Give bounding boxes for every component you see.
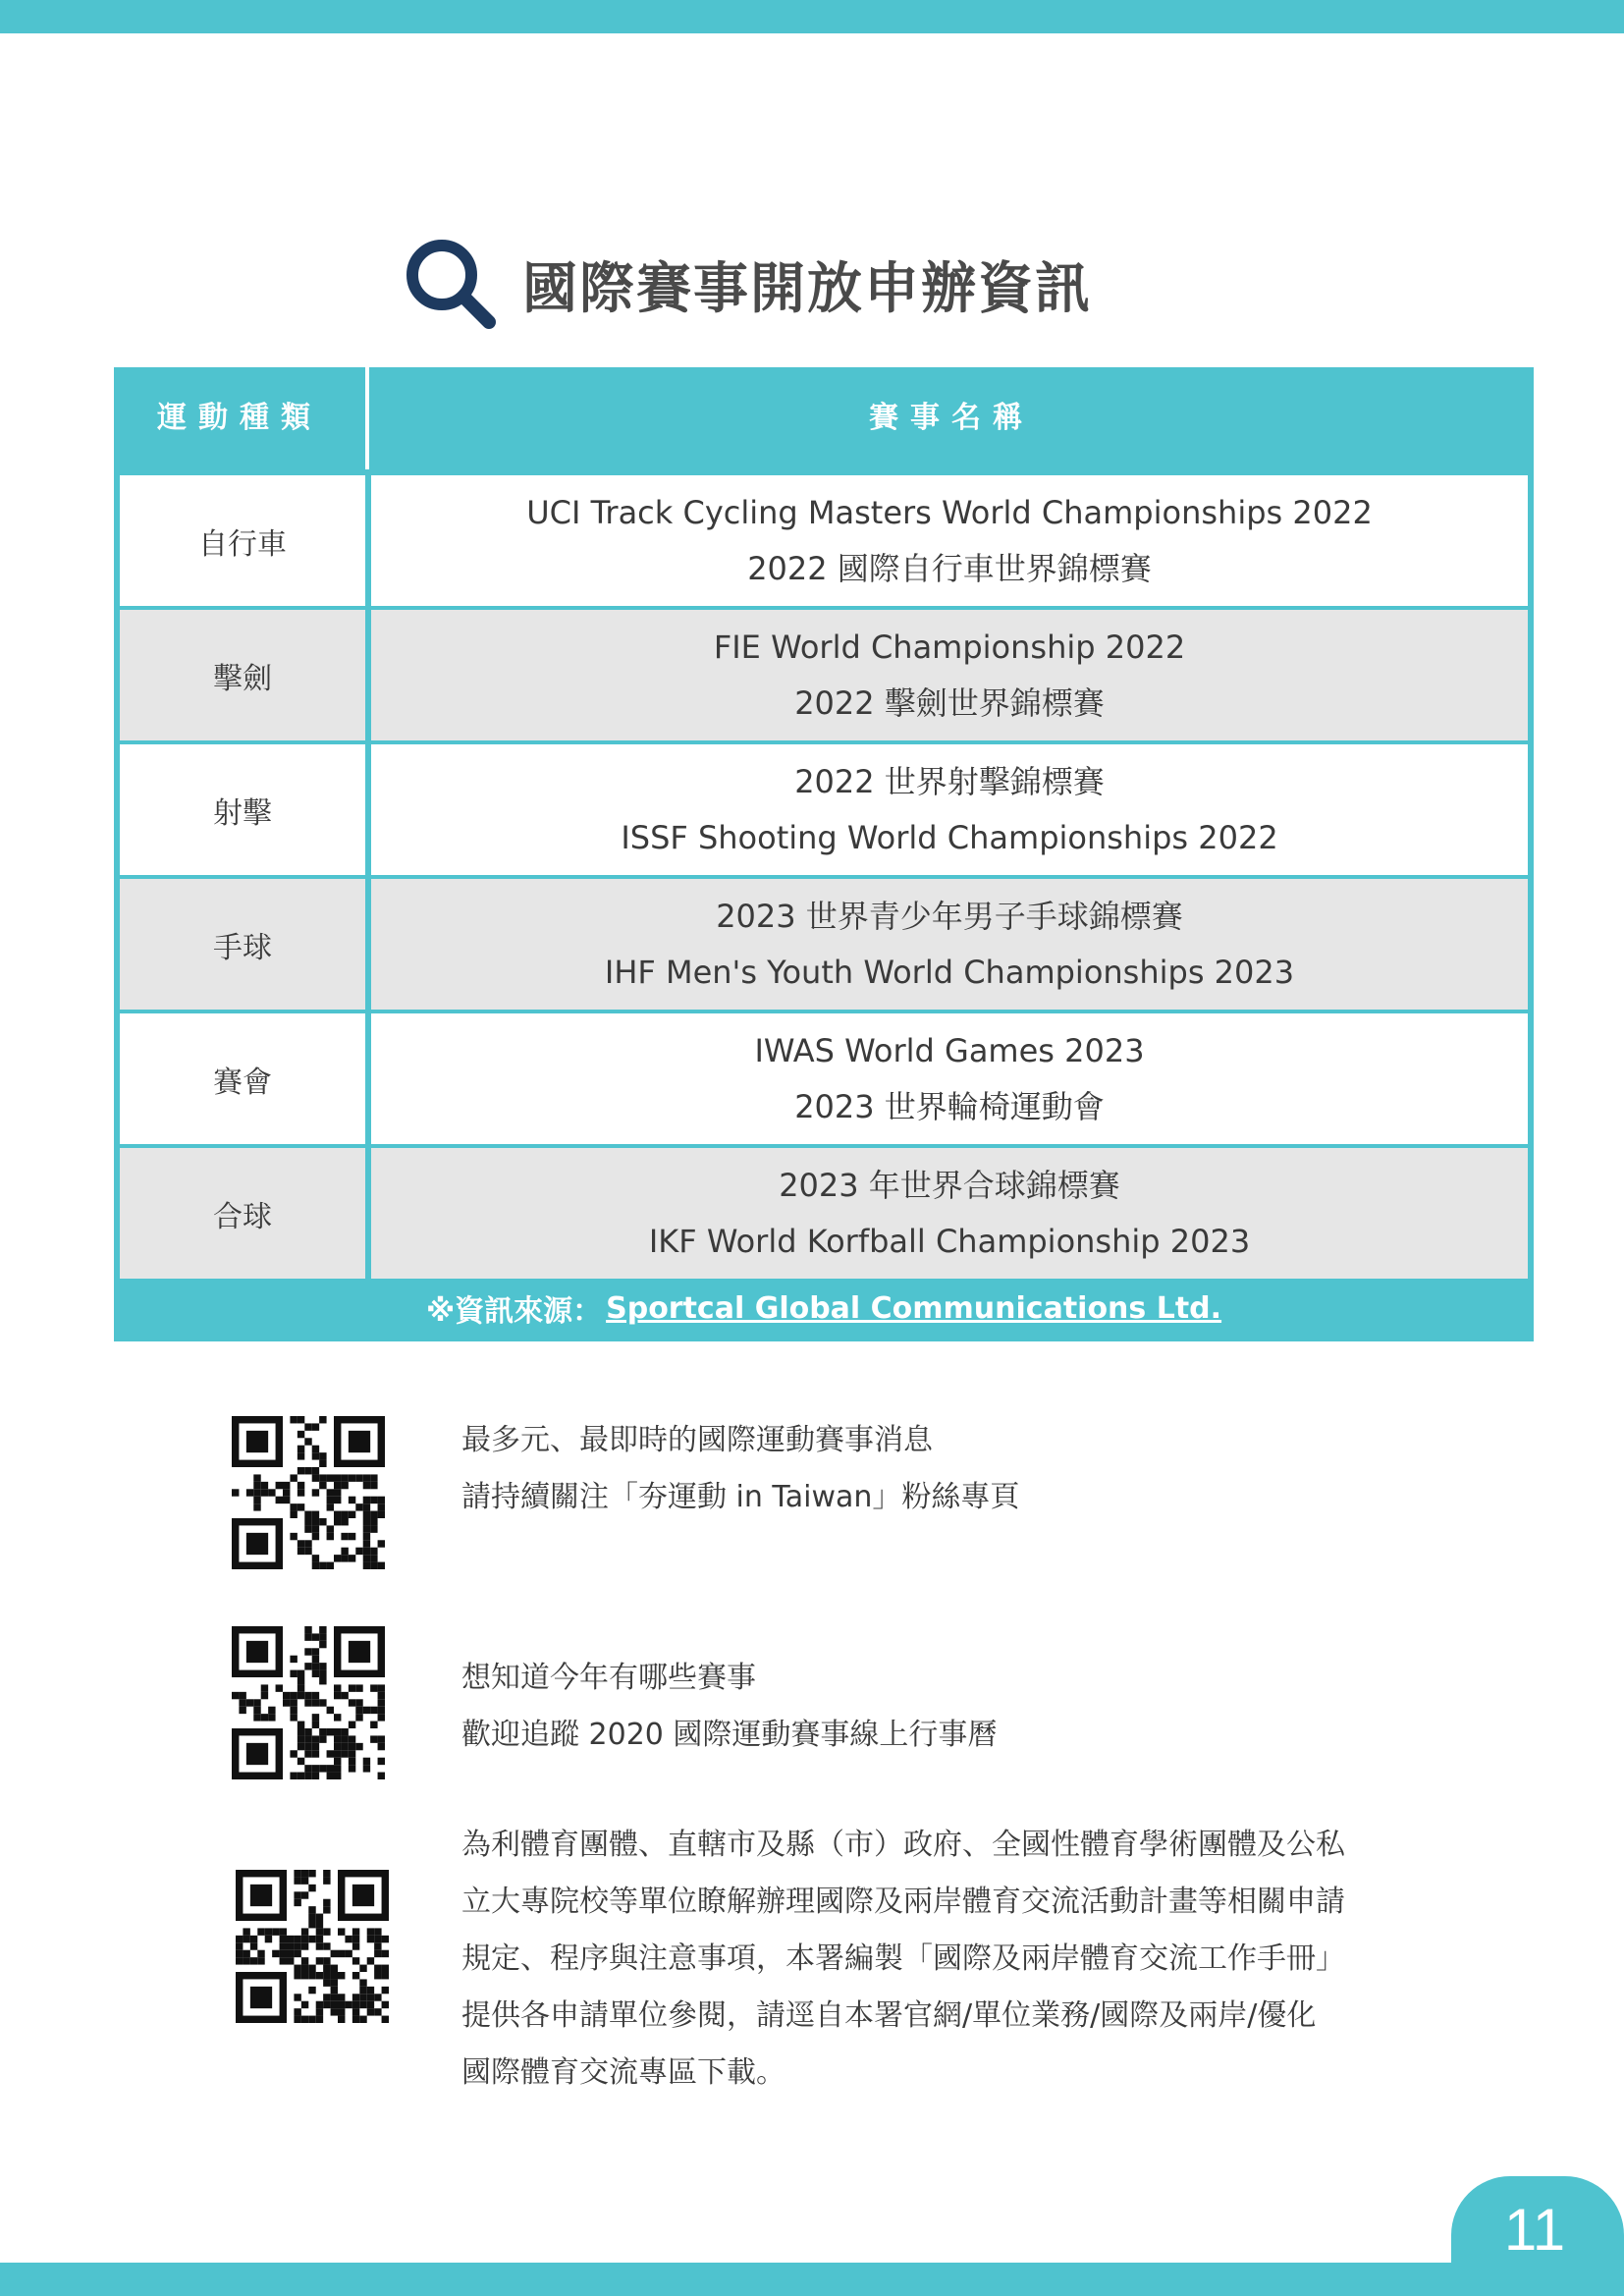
event-cell: [371, 610, 1528, 740]
info-block-calendar: [461, 1650, 997, 1764]
info-line: 立大專院校等單位瞭解辦理國際及兩岸體育交流活動計畫等相關申請: [461, 1885, 1345, 1919]
event-line: 2022 世界射擊錦標賽: [794, 762, 1105, 800]
header-event-name: 賽事名稱: [869, 401, 1034, 435]
event-cell: [371, 1148, 1528, 1279]
info-line: 規定、程序與注意事項，本署編製「國際及兩岸體育交流工作手冊」: [461, 1941, 1345, 1976]
info-line: 為利體育團體、直轄市及縣（市）政府、全國性體育學術團體及公私: [461, 1828, 1345, 1862]
qr-code-fanpage[interactable]: [232, 1416, 385, 1569]
event-cell: [371, 475, 1528, 606]
qr-code-handbook[interactable]: [236, 1870, 389, 2023]
bottom-accent-bar: [0, 2263, 1624, 2296]
table-row: [120, 610, 1528, 740]
event-cell: [371, 744, 1528, 875]
table-row: [120, 475, 1528, 606]
event-line: 2023 世界輪椅運動會: [794, 1087, 1105, 1125]
table-row: [120, 879, 1528, 1010]
sport-cell: 手球: [120, 879, 365, 1010]
page-title: 國際賽事開放申辦資訊: [522, 257, 1092, 321]
event-line: 2022 國際自行車世界錦標賽: [747, 549, 1152, 587]
info-line: 想知道今年有哪些賽事: [461, 1661, 756, 1695]
source-note: [114, 1275, 1534, 1341]
table-row: [120, 1148, 1528, 1279]
info-line: 提供各申請單位參閱，請逕自本署官網/單位業務/國際及兩岸/優化: [461, 1998, 1317, 2033]
event-line: IWAS World Games 2023: [754, 1031, 1145, 1069]
event-line: FIE World Championship 2022: [713, 628, 1186, 666]
page-number: 11: [1503, 2197, 1566, 2263]
event-cell: [371, 879, 1528, 1010]
event-line: 2023 年世界合球錦標賽: [779, 1166, 1120, 1204]
info-line: 歡迎追蹤 2020 國際運動賽事線上行事曆: [461, 1718, 998, 1752]
table-row: [120, 1013, 1528, 1144]
info-line: 請持續關注「夯運動 in Taiwan」粉絲專頁: [461, 1480, 1020, 1514]
info-block-handbook: [461, 1817, 1345, 2102]
event-line: IHF Men's Youth World Championships 2023: [604, 953, 1295, 991]
info-block-fanpage: [461, 1412, 1019, 1526]
info-line: 國際體育交流專區下載。: [461, 2055, 785, 2090]
sport-cell: 合球: [120, 1148, 365, 1279]
sport-cell: 擊劍: [120, 610, 365, 740]
table-row: [120, 744, 1528, 875]
event-line: ISSF Shooting World Championships 2022: [621, 818, 1278, 856]
event-cell: [371, 1013, 1528, 1144]
events-table: [114, 367, 1534, 1341]
qr-code-calendar[interactable]: [232, 1626, 385, 1779]
top-accent-bar: [0, 0, 1624, 33]
page-number-tab: [1451, 2176, 1624, 2296]
source-prefix: ※資訊來源：: [425, 1294, 603, 1329]
event-line: 2022 擊劍世界錦標賽: [794, 683, 1105, 722]
sport-cell: 賽會: [120, 1013, 365, 1144]
header-sport-type: 運動種類: [157, 401, 322, 435]
section-title: [403, 236, 1092, 334]
event-line: UCI Track Cycling Masters World Championships 2022: [526, 493, 1373, 531]
event-line: 2023 世界青少年男子手球錦標賽: [716, 897, 1183, 935]
event-line: IKF World Korfball Championship 2023: [648, 1222, 1251, 1260]
table-header: [114, 367, 1534, 469]
source-link[interactable]: Sportcal Global Communications Ltd.: [606, 1290, 1222, 1326]
info-line: 最多元、最即時的國際運動賽事消息: [461, 1423, 933, 1457]
sport-cell: 自行車: [120, 475, 365, 606]
sport-cell: 射擊: [120, 744, 365, 875]
search-icon: [403, 236, 501, 334]
